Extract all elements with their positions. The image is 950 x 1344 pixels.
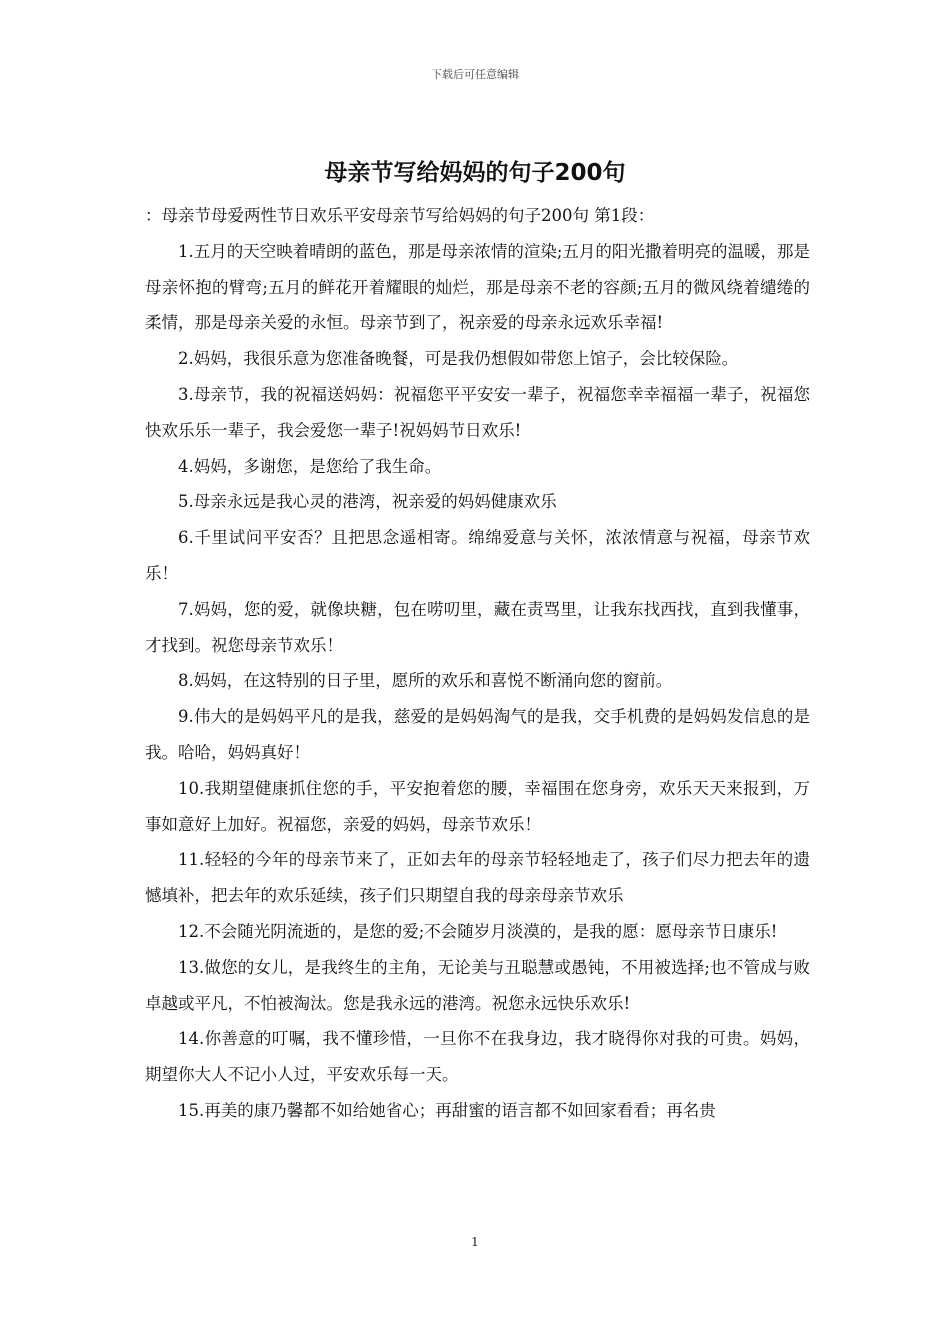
page-number: 1 — [471, 1235, 479, 1249]
list-item: 1.五月的天空映着晴朗的蓝色，那是母亲浓情的渲染;五月的阳光撒着明亮的温暖，那是母亲怀抱的臂弯;五月的鲜花开着耀眼的灿烂，那是母亲不老的容颜;五月的微风绕着缱绻的柔情，那是母亲关爱的永恒。母亲节到了，祝亲爱的母亲永远欢乐幸福! — [145, 241, 810, 333]
list-item: 3.母亲节，我的祝福送妈妈：祝福您平平安安一辈子，祝福您幸幸福福一辈子，祝福您快欢乐乐一辈子，我会爱您一辈子!祝妈妈节日欢乐! — [145, 384, 810, 440]
list-item: 15.再美的康乃馨都不如给她省心；再甜蜜的语言都不如回家看看；再名贵 — [178, 1100, 716, 1120]
list-item: 10.我期望健康抓住您的手，平安抱着您的腰，幸福围在您身旁，欢乐天天来报到，万事如意好上加好。祝福您，亲爱的妈妈，母亲节欢乐！ — [145, 778, 810, 834]
list-item: 5.母亲永远是我心灵的港湾，祝亲爱的妈妈健康欢乐 — [178, 492, 557, 512]
list-item: 11.轻轻的今年的母亲节来了，正如去年的母亲节轻轻地走了，孩子们尽力把去年的遗憾填补，把去年的欢乐延续，孩子们只期望自我的母亲母亲节欢乐 — [145, 850, 810, 906]
list-item: 9.伟大的是妈妈平凡的是我，慈爱的是妈妈淘气的是我，交手机费的是妈妈发信息的是我。哈哈，妈妈真好！ — [145, 707, 810, 762]
list-item: 14.你善意的叮嘱，我不懂珍惜，一旦你不在我身边，我才晓得你对我的可贵。妈妈，期望你大人不记小人过，平安欢乐每一天。 — [145, 1029, 810, 1085]
list-item: 4.妈妈，多谢您，是您给了我生命。 — [178, 456, 442, 476]
header-note: 下载后可任意编辑 — [431, 68, 519, 81]
document-body — [145, 198, 810, 1129]
list-item: 6.千里试问平安否？且把思念遥相寄。绵绵爱意与关怀，浓浓情意与祝福，母亲节欢乐！ — [145, 528, 810, 583]
intro-line: ：母亲节母爱两性节日欢乐平安母亲节写给妈妈的句子200句 第1段： — [145, 206, 655, 225]
list-item: 7.妈妈，您的爱，就像块糖，包在唠叨里，藏在责骂里，让我东找西找，直到我懂事，才找到。祝您母亲节欢乐！ — [145, 599, 810, 655]
list-item: 13.做您的女儿，是我终生的主角，无论美与丑聪慧或愚钝，不用被选择;也不管成与败卓越或平凡，不怕被淘汰。您是我永远的港湾。祝您永远快乐欢乐! — [145, 957, 810, 1013]
list-item: 8.妈妈，在这特别的日子里，愿所的欢乐和喜悦不断涌向您的窗前。 — [178, 671, 673, 691]
document-title: 母亲节写给妈妈的句子200句 — [324, 160, 626, 186]
list-item: 12.不会随光阴流逝的，是您的爱;不会随岁月淡漠的，是我的愿：愿母亲节日康乐! — [178, 921, 778, 941]
list-item: 2.妈妈，我很乐意为您准备晚餐，可是我仍想假如带您上馆子，会比较保险。 — [178, 349, 739, 369]
